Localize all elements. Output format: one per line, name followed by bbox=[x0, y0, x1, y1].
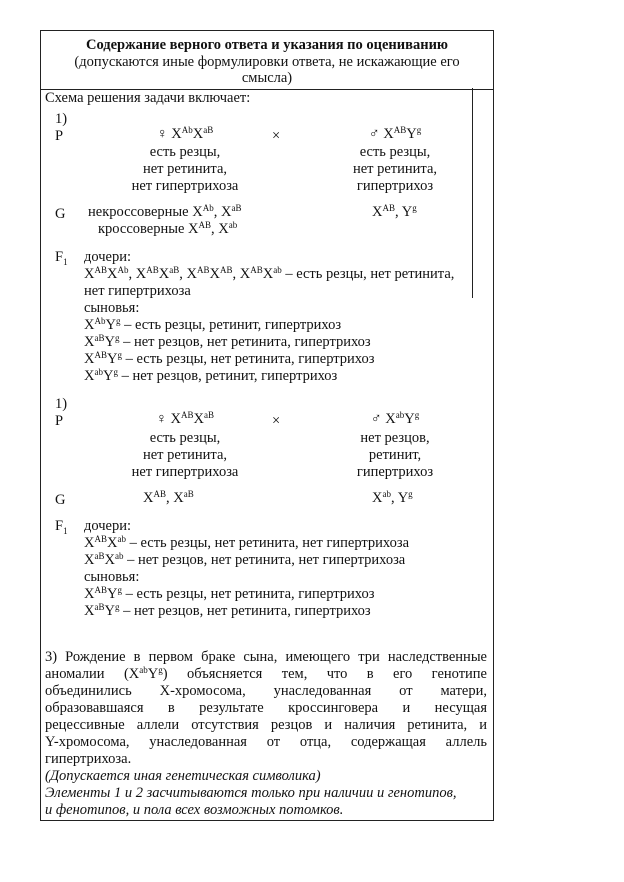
part2-male-genotype: ♂ $X^{ab}Y^g$ bbox=[370, 410, 420, 427]
part3-line2: аномалии $(X^{ab}Y^g)$ объясняется тем, что в его генотипе bbox=[45, 665, 487, 682]
part2-daughter-2: $X^{aB}X^{ab}$ – нет резцов, нет ретинита, нет гипертрихоза bbox=[84, 551, 406, 568]
part1-female-pheno-2: нет ретинита, bbox=[142, 161, 228, 177]
part1-son-2: $X^{aB}Y^g$ – нет резцов, нет ретинита, гипертрихоз bbox=[84, 333, 371, 350]
part2-female-genotype: ♀ $X^{AB}X^{aB}$ bbox=[156, 410, 214, 427]
part1-female-pheno-1: есть резцы, bbox=[149, 144, 221, 160]
intro-text: Схема решения задачи включает: bbox=[45, 90, 251, 106]
part2-gametes-female: $X^{AB}$, $X^{aB}$ bbox=[143, 489, 194, 506]
part3-line4: образовавшаяся в результате кроссинговера и несущая bbox=[45, 700, 487, 716]
part2-female-pheno-2: нет ретинита, bbox=[142, 447, 228, 463]
header-subtitle-line2: смысла) bbox=[241, 70, 293, 86]
male-symbol: ♂ bbox=[368, 126, 380, 142]
part1-male-pheno-2: нет ретинита, bbox=[352, 161, 438, 177]
female-symbol: ♀ bbox=[156, 126, 168, 142]
part2-G-label: G bbox=[55, 492, 66, 508]
part1-cross-sign: × bbox=[272, 128, 281, 144]
part2-cross-sign: × bbox=[272, 413, 281, 429]
part3-line3: объединились X-хромосома, унаследованная от матери, bbox=[45, 683, 487, 699]
part2-daughters-label: дочери: bbox=[84, 518, 132, 534]
part1-G-label: G bbox=[55, 206, 66, 222]
header-subtitle-line1: (допускаются иные формулировки ответа, не искажающие его bbox=[74, 54, 460, 70]
part2-female-pheno-1: есть резцы, bbox=[149, 430, 221, 446]
part1-gametes-noncrossover: некроссоверные $X^{Ab}$, $X^{aB}$ bbox=[88, 203, 242, 220]
header-title: Содержание верного ответа и указания по оцениванию bbox=[85, 37, 449, 53]
part1-sons-label: сыновья: bbox=[84, 300, 140, 316]
part2-number: 1) bbox=[55, 396, 68, 412]
part2-male-pheno-3: гипертрихоз bbox=[356, 464, 434, 480]
part1-daughters-genotypes: $X^{AB}X^{Ab}$, $X^{AB}X^{aB}$, $X^{AB}X^{AB}$, $X^{AB}X^{ab}$ – есть резцы, нет ретинита, bbox=[84, 265, 455, 282]
part2-male-pheno-2: ретинит, bbox=[368, 447, 422, 463]
part2-son-1: $X^{AB}Y^g$ – есть резцы, нет ретинита, гипертрихоз bbox=[84, 585, 375, 602]
part1-gametes-male: $X^{AB}$, $Y^g$ bbox=[372, 203, 417, 220]
male-symbol: ♂ bbox=[370, 411, 382, 427]
female-symbol: ♀ bbox=[156, 411, 167, 427]
daughters-pheno-text: – есть резцы, нет ретинита, bbox=[285, 266, 455, 282]
part3-line7: гипертрихоза. bbox=[45, 751, 132, 767]
part2-daughter-1: $X^{AB}X^{ab}$ – есть резцы, нет ретинита, нет гипертрихоза bbox=[84, 534, 410, 551]
part2-son-2: $X^{aB}Y^g$ – нет резцов, нет ретинита, гипертрихоз bbox=[84, 602, 371, 619]
part1-male-genotype bbox=[325, 126, 465, 143]
part2-P-label: P bbox=[55, 413, 64, 429]
part1-female-genotype bbox=[115, 126, 255, 143]
noncrossover-label: некроссоверные bbox=[88, 204, 189, 220]
part2-male-pheno-1: нет резцов, bbox=[360, 430, 430, 446]
part1-daughters-pheno-2: нет гипертрихоза bbox=[84, 283, 191, 299]
part1-number: 1) bbox=[55, 111, 68, 127]
part1-male-pheno-3: гипертрихоз bbox=[356, 178, 434, 194]
part3-note1: (Допускается иная генетическая символика) bbox=[45, 768, 321, 784]
part1-female-pheno-3: нет гипертрихоза bbox=[131, 178, 239, 194]
part2-F1-label: $F_1$ bbox=[55, 518, 68, 536]
part3-line6: Y-хромосома, унаследованная от отца, содержащая аллель bbox=[45, 734, 487, 750]
part3-line5: рецессивные аллели отсутствия резцов и наличия ретинита, и bbox=[45, 717, 487, 733]
part1-daughters-label: дочери: bbox=[84, 249, 132, 265]
crossover-label: кроссоверные bbox=[98, 221, 185, 237]
part2-female-pheno-3: нет гипертрихоза bbox=[131, 464, 239, 480]
part1-F1-label: $F_1$ bbox=[55, 249, 68, 267]
part1-son-3: $X^{AB}Y^g$ – есть резцы, нет ретинита, гипертрихоз bbox=[84, 350, 375, 367]
part2-sons-label: сыновья: bbox=[84, 569, 140, 585]
part1-P-label: P bbox=[55, 128, 64, 144]
part3-note3: и фенотипов, и пола всех возможных потомков. bbox=[45, 802, 344, 818]
part1-male-pheno-1: есть резцы, bbox=[359, 144, 431, 160]
part1-gametes-crossover: кроссоверные $X^{AB}$, $X^{ab}$ bbox=[98, 220, 238, 237]
part2-gametes-male: $X^{ab}$, $Y^g$ bbox=[372, 489, 413, 506]
part3-note2: Элементы 1 и 2 засчитываются только при наличии и генотипов, bbox=[45, 785, 457, 801]
part3-line1: 3) Рождение в первом браке сына, имеющего три наследственные bbox=[45, 649, 487, 665]
female-genotype-text: $X^{Ab}X^{aB}$ bbox=[171, 125, 214, 142]
part1-son-4: $X^{ab}Y^g$ – нет резцов, ретинит, гипертрихоз bbox=[84, 367, 338, 384]
male-genotype-text: $X^{AB}Y^g$ bbox=[383, 125, 422, 142]
part1-son-1: $X^{Ab}Y^g$ – есть резцы, ретинит, гипертрихоз bbox=[84, 316, 342, 333]
